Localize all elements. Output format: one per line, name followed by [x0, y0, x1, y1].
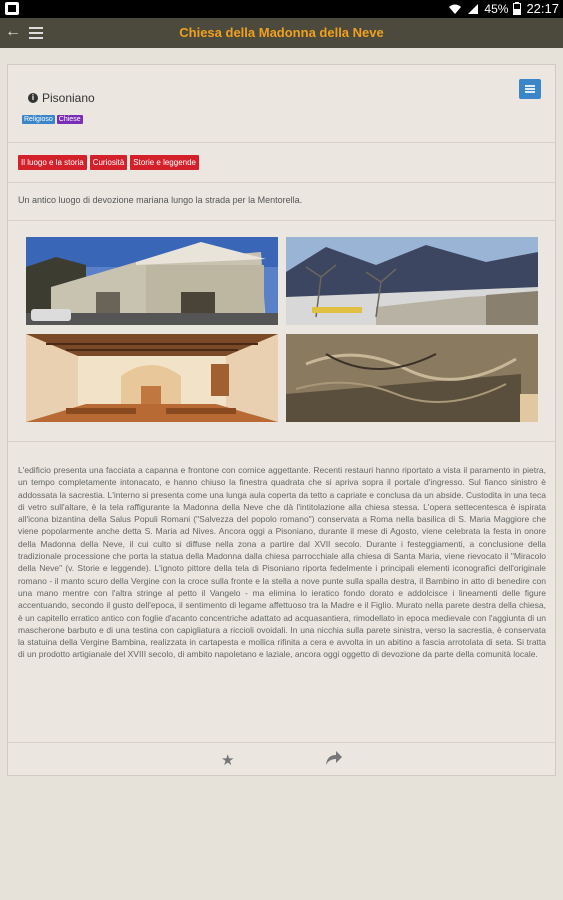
clock: 22:17 — [526, 1, 559, 16]
description-text: L'edificio presenta una facciata a capanna e frontone con cornice aggettante. Recenti restauri hanno riportato a vista il paramento in pietra, un tempo completamente intonacato, e hanno chiuso la finestra quadrata che si apriva sopra il portale d'ingresso. Sul fianco sinistro è addossata la sacrestia. L'interno si presenta come una lunga aula coperta da tetto a capriate e conclusa da un abside. Custodita in una teca di vetro sull'altare, è la tela raffigurante la Madonna della Neve che dà l'intitolazione alla chiesa stessa. L'opera settecentesca è ispirata all'icona bizantina della Salus Populi Romani ("Salvezza del popolo romano") conservata a Roma nella basilica di S. Maria Maggiore che viene popolarmente anche detta S. Maria ad Nives. Ancora oggi a Pisoniano, durante il mese di Agosto, viene celebrata la festa in onore della Madonna della Neve, il cui culto si diffuse nella zona a partire dal XVII secolo. Durante i festeggiamenti, a conclusione della tradizionale processione che porta la statua della Madonna dalla chiesa parrocchiale alla chiesa di Santa Maria, viene rievocato il "Miracolo della Neve" (v. Storie e leggende). L'ignoto pittore della tela di Pisoniano riporta fedelmente i principali elementi iconografici dell'originale romano - il manto scuro della Vergine con la croce sulla fronte e la stella a nove punte sulla spalla destra, il Bambino in atto di benedire con una mano mentre con l'altra stringe al petto il Vangelo - ma elimina lo ieratico fondo dorato e addolcisce i lineamenti delle figure accentuando, secondo il gusto dell'epoca, il sentimento di legame affettuoso tra la Madre e il Figlio. Murato nella parete destra della chiesa, è un capitello erratico antico con foglie d'acanto concentriche adattato ad acquasantiera, rimodellato in epoca medievale con l'aggiunta di un mascherone barbuto e di una testina con capigliatura a riccioli ovoidali. In una nicchia sulla parete sinistra, verso la sacrestia, è conservata la statuina della Vergine Bambina, realizzata in cartapesta e mollica rifinita a cera e avvolta in un abitino a fascia arrotolata di seta. Si tratta di un prodotto artigianale del XVIII secolo, di ambito napoletano e laziale, ancora oggi oggetto di devozione da parte della comunità locale. — [18, 465, 546, 660]
notification-icon — [5, 2, 19, 15]
photo-gallery — [26, 237, 538, 425]
tag-chiese: Chiese — [58, 116, 81, 123]
battery-percent: 45% — [484, 1, 509, 16]
type-tags — [22, 115, 83, 124]
category-buttons — [18, 155, 199, 170]
divider — [8, 142, 555, 143]
divider — [8, 182, 555, 183]
detail-card — [7, 64, 556, 776]
info-icon: i — [28, 93, 38, 103]
location — [28, 91, 95, 105]
divider — [8, 441, 555, 442]
church-interior-photo[interactable] — [26, 334, 278, 422]
church-exterior-photo[interactable] — [26, 237, 278, 325]
back-arrow-icon[interactable]: ← — [5, 23, 21, 40]
category-storie-leggende[interactable]: Storie e leggende — [130, 155, 199, 170]
category-luogo-storia[interactable]: Il luogo e la storia — [18, 155, 87, 170]
share-icon[interactable] — [325, 750, 343, 766]
fresco-detail-photo[interactable] — [286, 334, 538, 422]
battery-icon — [513, 2, 521, 15]
summary-text: Un antico luogo di devozione mariana lungo la strada per la Mentorella. — [18, 195, 303, 205]
favorite-star-icon[interactable]: ★ — [221, 752, 235, 769]
tag-religioso: Religioso — [24, 116, 53, 123]
divider — [8, 220, 555, 221]
signal-icon — [467, 3, 479, 15]
location-name: Pisoniano — [42, 91, 95, 105]
map-button[interactable] — [519, 79, 541, 99]
wifi-icon — [448, 3, 462, 15]
page-title: Chiesa della Madonna della Neve — [179, 25, 384, 40]
mountain-landscape-photo[interactable] — [286, 237, 538, 325]
status-bar — [0, 0, 563, 18]
category-curiosita[interactable]: Curiosità — [90, 155, 128, 170]
action-bar — [8, 743, 555, 777]
app-bar — [0, 18, 563, 48]
